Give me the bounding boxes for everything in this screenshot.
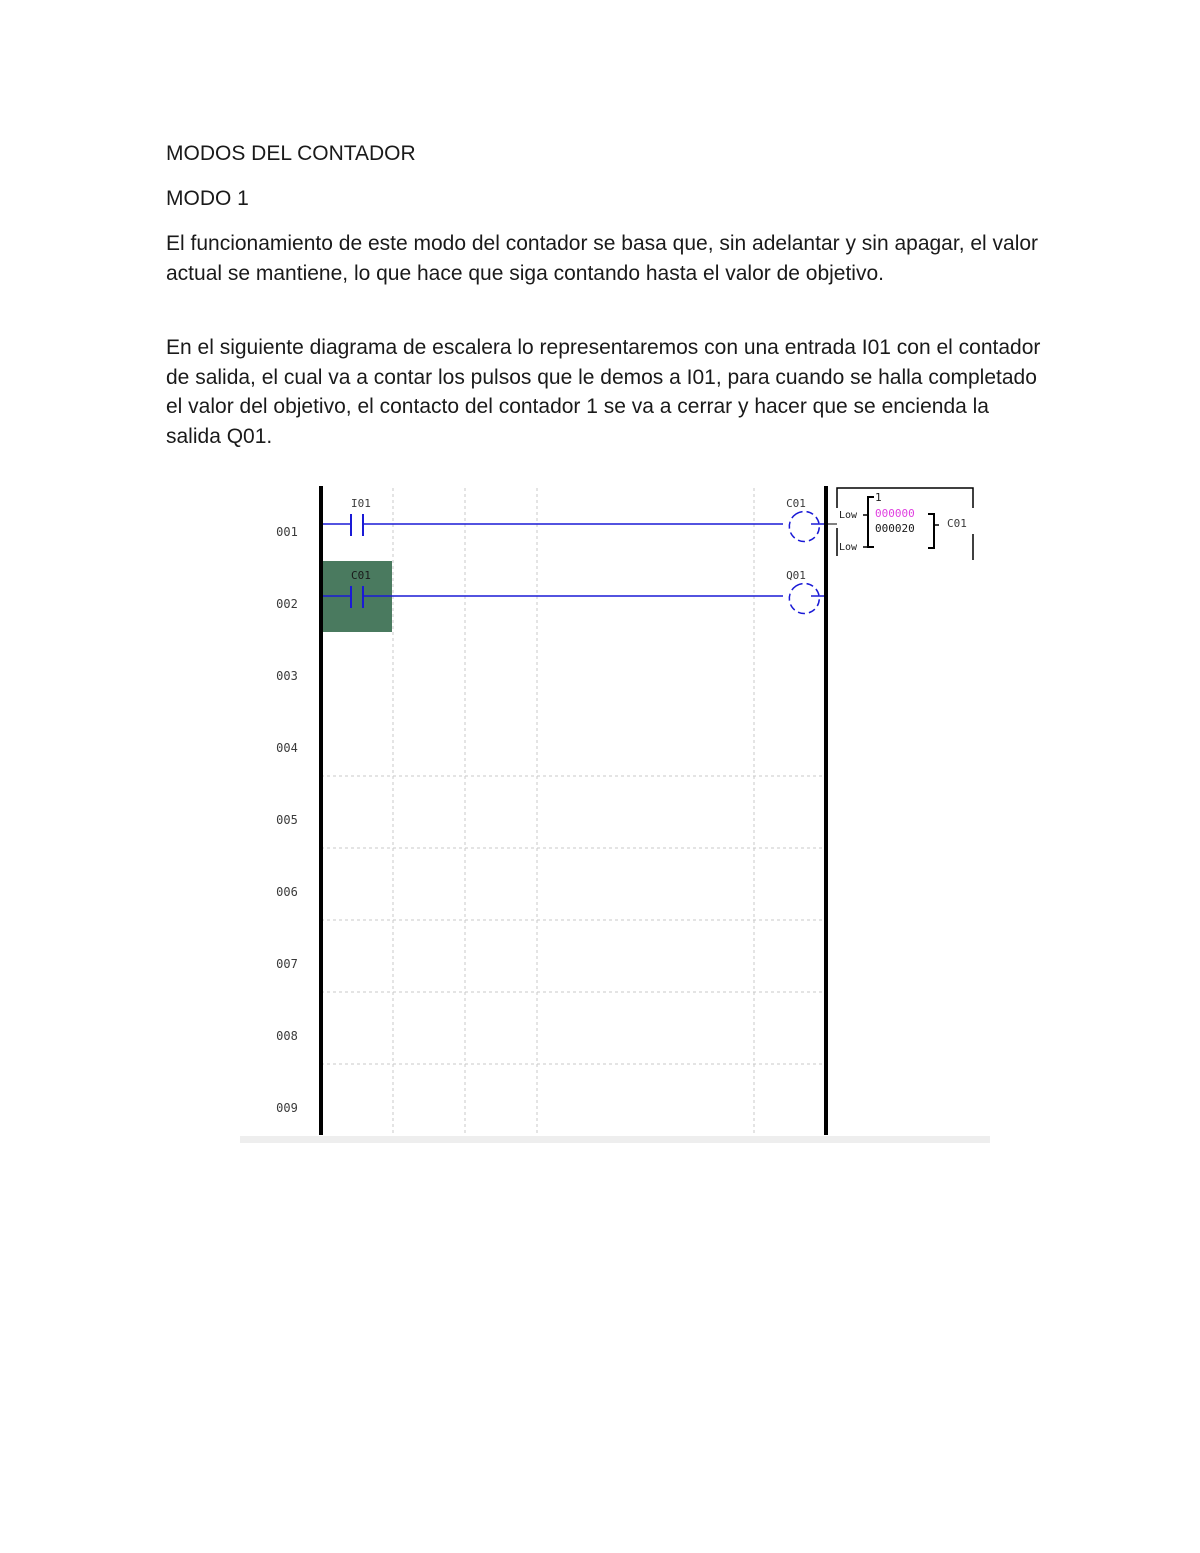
counter-current-value: 000000 xyxy=(875,507,915,520)
counter-target-value: 000020 xyxy=(875,522,915,535)
row-label: 005 xyxy=(276,813,298,827)
counter-block[interactable] xyxy=(828,488,973,560)
grid-columns xyxy=(393,488,754,1134)
mode-heading: MODO 1 xyxy=(166,187,249,210)
paragraph-description: El funcionamiento de este modo del contador se basa que, sin adelantar y sin apagar, el valor actual se mantiene, lo que hace que siga contando hasta el valor de objetivo. xyxy=(166,232,1039,285)
counter-input-1-label: Low xyxy=(839,510,858,521)
contact-label-c01: C01 xyxy=(351,569,371,582)
coil-label-c01: C01 xyxy=(786,497,806,510)
row-label: 003 xyxy=(276,669,298,683)
row-label: 007 xyxy=(276,957,298,971)
ladder-diagram xyxy=(240,484,1000,1149)
coil-label-q01: Q01 xyxy=(786,569,806,582)
row-label: 002 xyxy=(276,597,298,611)
row-label: 009 xyxy=(276,1101,298,1115)
rung-001[interactable] xyxy=(323,497,824,542)
coil-c01 xyxy=(789,512,819,542)
row-label: 004 xyxy=(276,741,298,755)
paragraph-diagram-explanation: En el siguiente diagrama de escalera lo representaremos con una entrada I01 con el contador de salida, el cual va a contar los pulsos que le demos a I01, para cuando se halla completado el valor del objetivo, el contacto del contador 1 se va a cerrar y hacer que se encienda la salida Q01. xyxy=(166,336,1041,448)
counter-input-2-label: Low xyxy=(839,542,858,553)
diagram-bottom-strip xyxy=(240,1136,990,1143)
counter-name: C01 xyxy=(947,517,967,530)
document-title: MODOS DEL CONTADOR xyxy=(166,142,416,165)
row-label: 008 xyxy=(276,1029,298,1043)
coil-q01 xyxy=(789,584,819,614)
rung-002[interactable] xyxy=(323,569,824,614)
grid-rows xyxy=(321,776,824,1064)
counter-mode: 1 xyxy=(875,491,882,504)
contact-label-i01: I01 xyxy=(351,497,371,510)
row-label: 006 xyxy=(276,885,298,899)
row-label: 001 xyxy=(276,525,298,539)
